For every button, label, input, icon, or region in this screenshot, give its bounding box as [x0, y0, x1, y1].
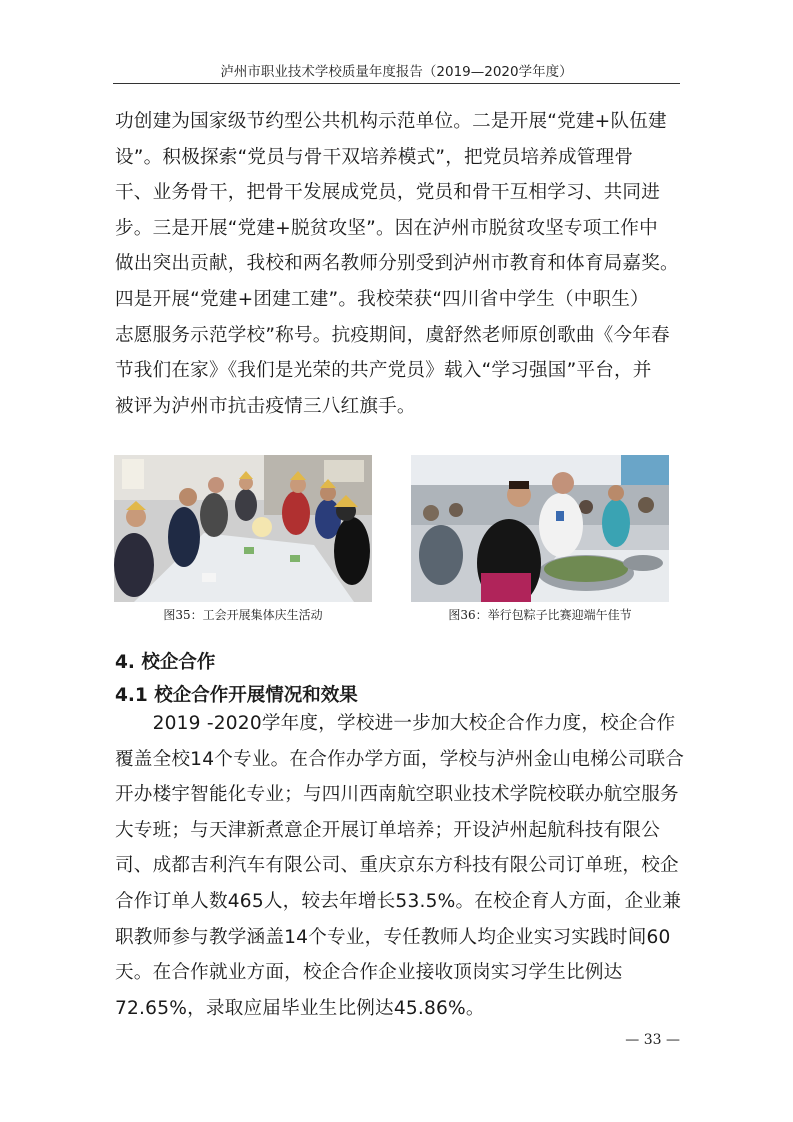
paragraph-school-enterprise — [115, 706, 685, 1026]
text-line: 节我们在家》《我们是光荣的共产党员》载入“学习强国”平台，并 — [115, 360, 652, 382]
text-line: 步。三是开展“党建+脱贫攻坚”。因在泸州市脱贫攻坚专项工作中 — [115, 217, 658, 239]
photo-zongzi-contest — [411, 455, 669, 602]
header-divider — [113, 83, 680, 84]
running-header: 泸州市职业技术学校质量年度报告（2019—2020学年度） — [220, 64, 573, 80]
text-line: 功创建为国家级节约型公共机构示范单位。二是开展“党建+队伍建 — [115, 111, 667, 132]
page-number: — 33 — — [625, 1032, 680, 1048]
birthday-photo-illustration — [114, 455, 372, 602]
text-line: 72.65%，录取应届毕业生比例达45.86%。 — [115, 997, 485, 1019]
text-line: 四是开展“党建+团建工建”。我校荣获“四川省中学生（中职生） — [115, 288, 649, 310]
photo-birthday-celebration — [114, 455, 372, 602]
subsection-heading: 4.1 校企合作开展情况和效果 — [115, 685, 358, 706]
text-line: 做出突出贡献，我校和两名教师分别受到泸州市教育和体育局嘉奖。 — [115, 253, 679, 275]
text-line: 志愿服务示范学校”称号。抗疫期间，虞舒然老师原创歌曲《今年春 — [115, 324, 670, 346]
text-line: 设”。积极探索“党员与骨干双培养模式”，把党员培养成管理骨 — [115, 146, 634, 168]
paragraph-party-building — [115, 104, 680, 424]
text-line: 被评为泸州市抗击疫情三八红旗手。 — [115, 395, 416, 417]
text-line: 大专班；与天津新煮意企开展订单培养；开设泸州起航科技有限公 — [115, 819, 661, 841]
text-line: 天。在合作就业方面，校企合作企业接收顶岗实习学生比例达 — [115, 962, 623, 984]
text-line: 2019 -2020学年度，学校进一步加大校企合作力度，校企合作 — [115, 713, 676, 734]
text-line: 职教师参与教学涵盖14个专业，专任教师人均企业实习实践时间60 — [115, 926, 671, 948]
text-line: 合作订单人数465人，较去年增长53.5%。在校企育人方面，企业兼 — [115, 890, 682, 912]
text-line: 开办楼宇智能化专业；与四川西南航空职业技术学院校联办航空服务 — [115, 784, 679, 806]
figure-caption-35: 图35：工会开展集体庆生活动 — [163, 608, 323, 622]
figure-caption-36: 图36：举行包粽子比赛迎端午佳节 — [448, 608, 632, 622]
zongzi-photo-illustration — [411, 455, 669, 602]
text-line: 司、成都吉利汽车有限公司、重庆京东方科技有限公司订单班，校企 — [115, 855, 679, 877]
text-line: 干、业务骨干，把骨干发展成党员，党员和骨干互相学习、共同进 — [115, 182, 661, 204]
text-line: 覆盖全校14个专业。在合作办学方面，学校与泸州金山电梯公司联合 — [115, 748, 685, 770]
section-heading: 4. 校企合作 — [115, 652, 216, 673]
